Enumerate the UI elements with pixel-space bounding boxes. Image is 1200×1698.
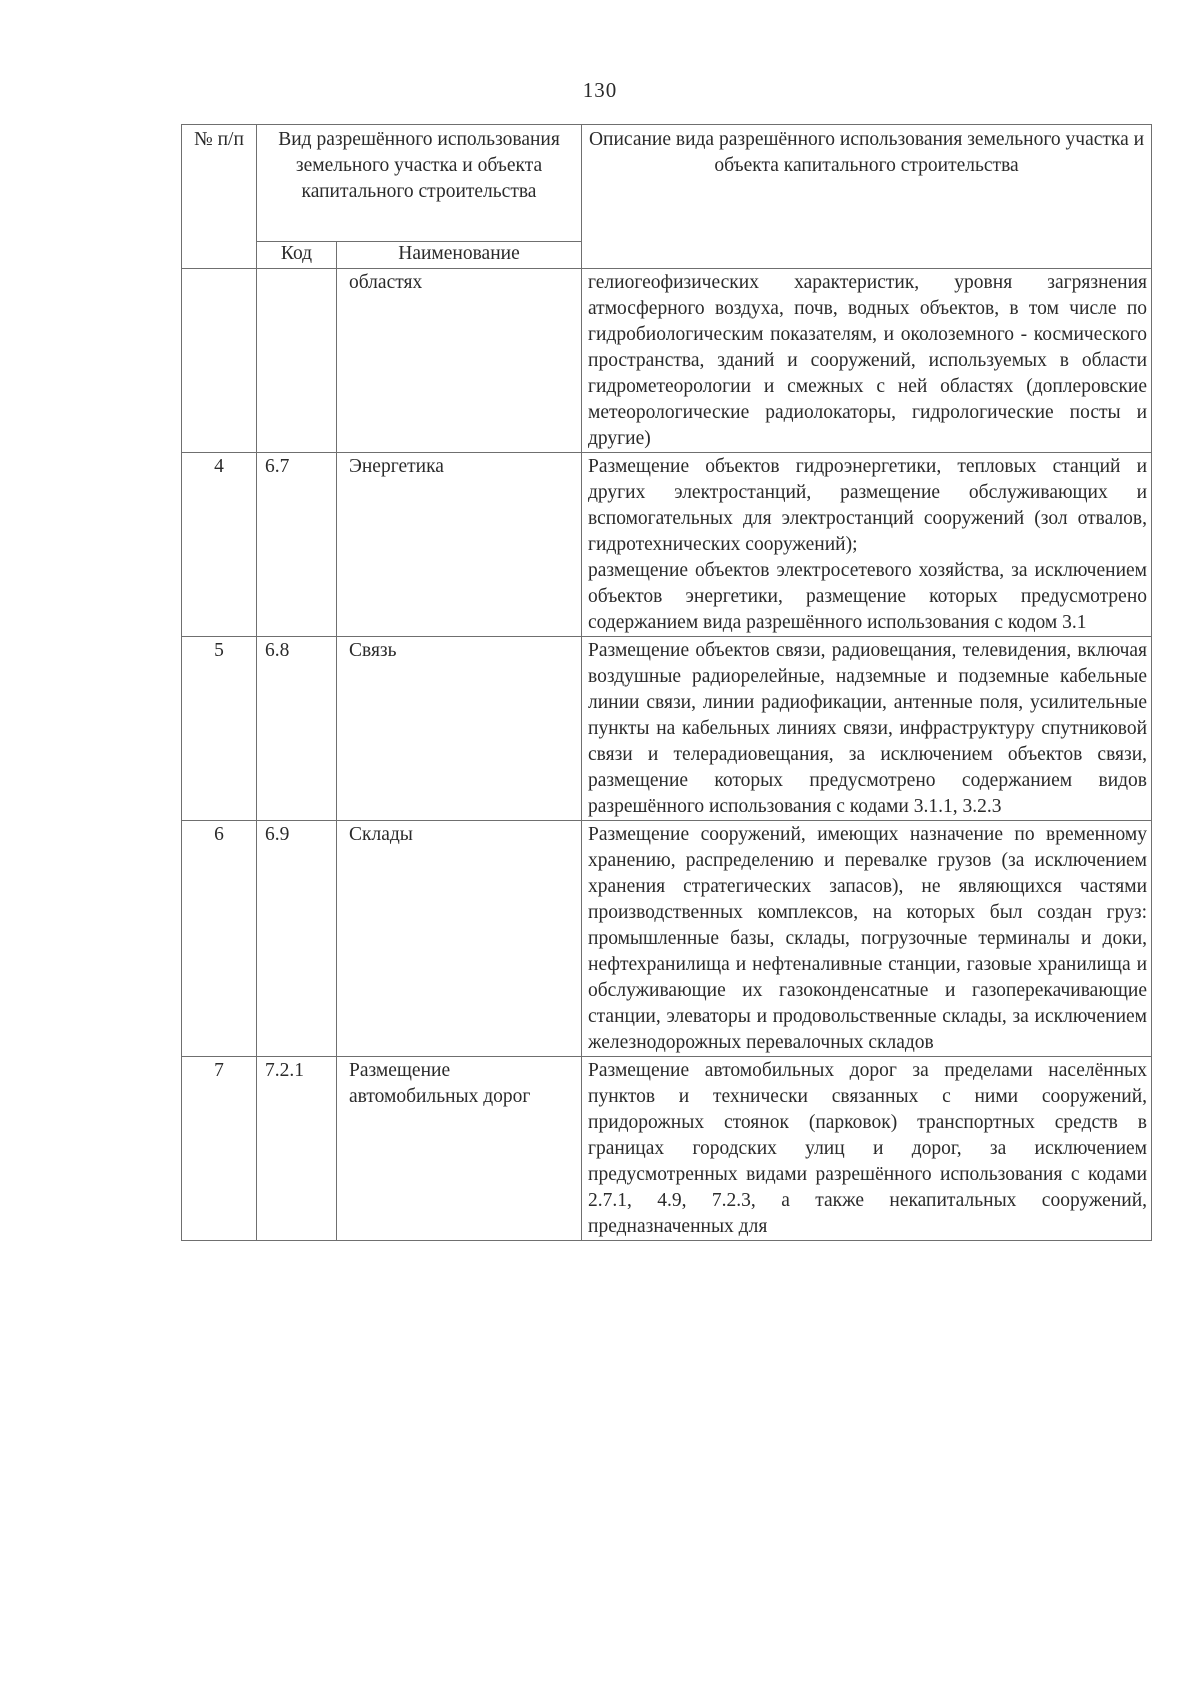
row-name: Связь [337, 637, 582, 821]
description-paragraph: размещение объектов электросетевого хозяйства, за исключением объектов энергетики, размещение которых предусмотрено содержанием вида разрешённого использования с кодом 3.1 [588, 560, 1148, 633]
table-row [182, 637, 1152, 821]
row-name: Склады [337, 821, 582, 1057]
row-description [582, 269, 1152, 453]
row-code: 6.8 [257, 637, 337, 821]
page-number: 130 [582, 78, 618, 102]
row-description [582, 637, 1152, 821]
row-code: 6.9 [257, 821, 337, 1057]
table-row [182, 453, 1152, 637]
header-code: Код [257, 242, 337, 269]
header-name: Наименование [337, 242, 582, 269]
row-num [182, 269, 257, 453]
description-paragraph: Размещение объектов гидроэнергетики, тепловых станций и других электростанций, размещение обслуживающих и вспомогательных для электростанций сооружений (зол отвалов, гидротехнических сооружений); [588, 456, 1148, 555]
row-description [582, 453, 1152, 637]
description-paragraph: гелиогеофизических характеристик, уровня загрязнения атмосферного воздуха, почв, водных объектов, в том числе по гидробиологическим показателям, и околоземного - космического пространства, зданий и сооружений, используемых в области гидрометеорологии и смежных с ней областях (доплеровские метеорологические радиолокаторы, гидрологические посты и другие) [588, 272, 1148, 449]
row-code: 7.2.1 [257, 1057, 337, 1241]
description-paragraph: Размещение объектов связи, радиовещания, телевидения, включая воздушные радиорелейные, надземные и подземные кабельные линии связи, линии радиофикации, антенные поля, усилительные пункты на кабельных линиях связи, инфраструктуру спутниковой связи и телерадиовещания, за исключением объектов связи, размещение которых предусмотрено содержанием видов разрешённого использования с кодами 3.1.1, 3.2.3 [588, 640, 1148, 817]
row-name: Энергетика [337, 453, 582, 637]
row-code [257, 269, 337, 453]
table-row [182, 269, 1152, 453]
row-code: 6.7 [257, 453, 337, 637]
header-kind-group: Вид разрешённого использования земельного участка и объекта капитального строительства [257, 125, 582, 242]
land-use-table [181, 124, 1152, 1241]
header-row [182, 125, 1152, 242]
header-description: Описание вида разрешённого использования земельного участка и объекта капитального строительства [582, 125, 1152, 269]
row-description [582, 1057, 1152, 1241]
table-row [182, 821, 1152, 1057]
header-num: № п/п [182, 125, 257, 269]
row-num: 5 [182, 637, 257, 821]
row-description [582, 821, 1152, 1057]
row-num: 6 [182, 821, 257, 1057]
row-name: Размещение автомобильных дорог [337, 1057, 582, 1241]
row-num: 4 [182, 453, 257, 637]
row-name: областях [337, 269, 582, 453]
row-num: 7 [182, 1057, 257, 1241]
description-paragraph: Размещение сооружений, имеющих назначение по временному хранению, распределению и перевалке грузов (за исключением хранения стратегических запасов), не являющихся частями производственных комплексов, на которых был создан груз: промышленные базы, склады, погрузочные терминалы и доки, нефтехранилища и нефтеналивные станции, газовые хранилища и обслуживающие их газоконденсатные и газоперекачивающие станции, элеваторы и продовольственные склады, за исключением железнодорожных перевалочных складов [588, 824, 1148, 1053]
table-row [182, 1057, 1152, 1241]
description-paragraph: Размещение автомобильных дорог за пределами населённых пунктов и технически связанных с ними сооружений, придорожных стоянок (парковок) транспортных средств в границах городских улиц и дорог, за исключением предусмотренных видами разрешённого использования с кодами 2.7.1, 4.9, 7.2.3, а также некапитальных сооружений, предназначенных для [588, 1060, 1148, 1237]
